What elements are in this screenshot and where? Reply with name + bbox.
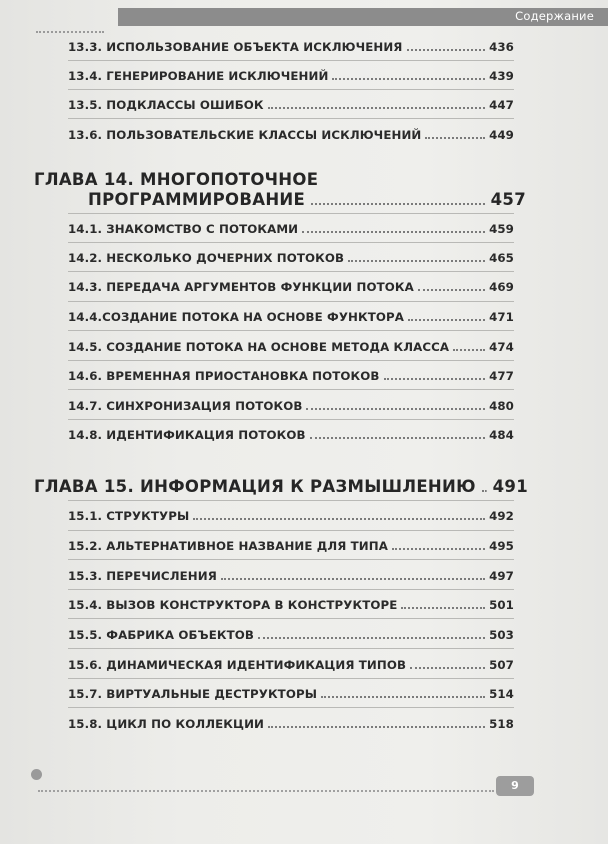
- entry-separator: [68, 559, 514, 560]
- toc-entry-15-3: [68, 569, 514, 583]
- toc-entry-14-1: [68, 222, 514, 236]
- toc-entry-page: 449: [489, 128, 514, 142]
- entry-separator: [68, 213, 514, 214]
- footer-bullet-icon: [31, 769, 42, 780]
- toc-entry-page: 497: [489, 569, 514, 583]
- entry-separator: [68, 242, 514, 243]
- toc-entry-page: 503: [489, 628, 514, 642]
- footer-dotted-rule: [38, 790, 494, 792]
- toc-entry-13-5: [68, 98, 514, 112]
- toc-entry-title: 15.5. ФАБРИКА ОБЪЕКТОВ: [68, 628, 254, 642]
- toc-entry-13-6: [68, 128, 514, 142]
- dot-leader: [221, 577, 485, 580]
- dot-leader: [407, 48, 486, 51]
- toc-entry-15-5: [68, 628, 514, 642]
- entry-separator: [68, 60, 514, 61]
- chapter-14-heading-line1: ГЛАВА 14. МНОГОПОТОЧНОЕ: [34, 170, 319, 189]
- dot-leader: [453, 348, 485, 351]
- toc-entry-title: 15.7. ВИРТУАЛЬНЫЕ ДЕСТРУКТОРЫ: [68, 687, 318, 701]
- toc-entry-title: 15.8. ЦИКЛ ПО КОЛЛЕКЦИИ: [68, 717, 265, 731]
- toc-entry-page: 469: [489, 280, 514, 294]
- dot-leader: [401, 606, 485, 609]
- toc-entry-title: 14.6. ВРЕМЕННАЯ ПРИОСТАНОВКА ПОТОКОВ: [68, 369, 380, 383]
- dot-leader: [311, 202, 485, 205]
- toc-entry-title: 13.6. ПОЛЬЗОВАТЕЛЬСКИЕ КЛАССЫ ИСКЛЮЧЕНИЙ: [68, 128, 422, 142]
- toc-entry-14-5: [68, 340, 514, 354]
- entry-separator: [68, 648, 514, 649]
- toc-entry-title: 13.5. ПОДКЛАССЫ ОШИБОК: [68, 98, 264, 112]
- entry-separator: [68, 678, 514, 679]
- toc-entry-title: 14.3. ПЕРЕДАЧА АРГУМЕНТОВ ФУНКЦИИ ПОТОКА: [68, 280, 414, 294]
- chapter-15-heading-text: ГЛАВА 15. ИНФОРМАЦИЯ К РАЗМЫШЛЕНИЮ: [34, 477, 476, 496]
- toc-entry-title: 14.8. ИДЕНТИФИКАЦИЯ ПОТОКОВ: [68, 428, 306, 442]
- toc-entry-page: 471: [489, 310, 514, 324]
- toc-entry-15-1: [68, 509, 514, 523]
- running-header-title: Содержание: [515, 9, 594, 23]
- dot-leader: [410, 666, 485, 669]
- dot-leader: [482, 489, 487, 492]
- dot-leader: [418, 288, 485, 291]
- dot-leader: [306, 407, 485, 410]
- toc-entry-14-3: [68, 280, 514, 294]
- dot-leader: [348, 259, 485, 262]
- entry-separator: [68, 707, 514, 708]
- dot-leader: [258, 636, 485, 639]
- entry-separator: [68, 360, 514, 361]
- toc-entry-page: 507: [489, 658, 514, 672]
- toc-entry-title: 14.4.СОЗДАНИЕ ПОТОКА НА ОСНОВЕ ФУНКТОРА: [68, 310, 404, 324]
- page-number-badge: 9: [496, 776, 534, 796]
- toc-entry-15-4: [68, 598, 514, 612]
- entry-separator: [68, 589, 514, 590]
- running-header-bar: [118, 8, 608, 26]
- toc-entry-14-7: [68, 399, 514, 413]
- toc-entry-page: 480: [489, 399, 514, 413]
- entry-separator: [68, 419, 514, 420]
- toc-entry-page: 436: [489, 40, 514, 54]
- toc-entry-title: 15.1. СТРУКТУРЫ: [68, 509, 190, 523]
- toc-entry-title: 13.3. ИСПОЛЬЗОВАНИЕ ОБЪЕКТА ИСКЛЮЧЕНИЯ: [68, 40, 403, 54]
- dot-leader: [268, 725, 485, 728]
- chapter-15-heading: [34, 477, 528, 496]
- chapter-14-heading-line2: [88, 190, 526, 209]
- entry-separator: [68, 618, 514, 619]
- toc-entry-14-4: [68, 310, 514, 324]
- toc-entry-title: 13.4. ГЕНЕРИРОВАНИЕ ИСКЛЮЧЕНИЙ: [68, 69, 329, 83]
- toc-entry-page: 484: [489, 428, 514, 442]
- toc-entry-page: 477: [489, 369, 514, 383]
- entry-separator: [68, 118, 514, 119]
- toc-entry-page: 514: [489, 687, 514, 701]
- toc-entry-page: 474: [489, 340, 514, 354]
- toc-entry-page: 465: [489, 251, 514, 265]
- dot-leader: [408, 318, 485, 321]
- toc-entry-title: 14.1. ЗНАКОМСТВО С ПОТОКАМИ: [68, 222, 299, 236]
- toc-entry-title: 15.6. ДИНАМИЧЕСКАЯ ИДЕНТИФИКАЦИЯ ТИПОВ: [68, 658, 407, 672]
- header-dotted-rule: [36, 31, 104, 33]
- entry-separator: [68, 500, 514, 501]
- entry-separator: [68, 530, 514, 531]
- toc-entry-title: 15.2. АЛЬТЕРНАТИВНОЕ НАЗВАНИЕ ДЛЯ ТИПА: [68, 539, 388, 553]
- dot-leader: [268, 106, 485, 109]
- toc-entry-page: 495: [489, 539, 514, 553]
- entry-separator: [68, 389, 514, 390]
- entry-separator: [68, 271, 514, 272]
- toc-entry-14-8: [68, 428, 514, 442]
- toc-entry-13-4: [68, 69, 514, 83]
- dot-leader: [310, 436, 485, 439]
- toc-entry-page: 447: [489, 98, 514, 112]
- toc-entry-page: 492: [489, 509, 514, 523]
- toc-entry-page: 439: [489, 69, 514, 83]
- dot-leader: [193, 517, 485, 520]
- dot-leader: [392, 547, 485, 550]
- entry-separator: [68, 301, 514, 302]
- toc-entry-page: 501: [489, 598, 514, 612]
- toc-entry-title: 14.5. СОЗДАНИЕ ПОТОКА НА ОСНОВЕ МЕТОДА КЛАССА: [68, 340, 450, 354]
- toc-entry-title: 14.7. СИНХРОНИЗАЦИЯ ПОТОКОВ: [68, 399, 303, 413]
- toc-entry-title: 15.3. ПЕРЕЧИСЛЕНИЯ: [68, 569, 217, 583]
- chapter-14-heading-text: ПРОГРАММИРОВАНИЕ: [88, 190, 306, 209]
- chapter-14-page: 457: [490, 190, 526, 209]
- toc-entry-title: 15.4. ВЫЗОВ КОНСТРУКТОРА В КОНСТРУКТОРЕ: [68, 598, 398, 612]
- toc-entry-14-6: [68, 369, 514, 383]
- entry-separator: [68, 330, 514, 331]
- toc-entry-14-2: [68, 251, 514, 265]
- toc-entry-15-8: [68, 717, 514, 731]
- dot-leader: [384, 377, 486, 380]
- dot-leader: [321, 695, 485, 698]
- dot-leader: [302, 230, 485, 233]
- dot-leader: [332, 77, 485, 80]
- toc-entry-15-6: [68, 658, 514, 672]
- toc-entry-title: 14.2. НЕСКОЛЬКО ДОЧЕРНИХ ПОТОКОВ: [68, 251, 345, 265]
- toc-entry-page: 518: [489, 717, 514, 731]
- chapter-15-page: 491: [492, 477, 528, 496]
- toc-entry-13-3: [68, 40, 514, 54]
- toc-entry-15-2: [68, 539, 514, 553]
- dot-leader: [425, 136, 485, 139]
- entry-separator: [68, 89, 514, 90]
- toc-entry-page: 459: [489, 222, 514, 236]
- toc-entry-15-7: [68, 687, 514, 701]
